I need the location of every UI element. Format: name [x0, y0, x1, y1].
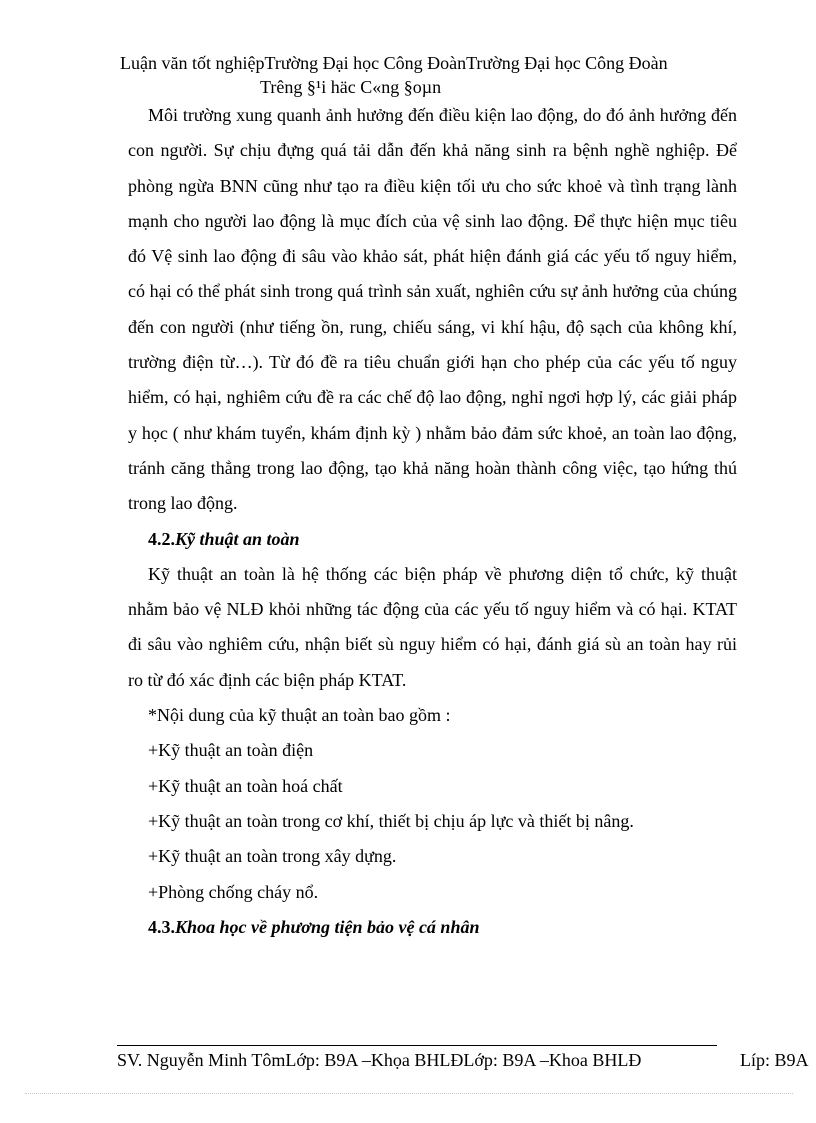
list-item: +Kỹ thuật an toàn trong xây dựng. [148, 846, 397, 867]
section-title: Kỹ thuật an toàn [175, 528, 300, 549]
page-break-line [25, 1093, 793, 1094]
section-number: 4.3. [148, 916, 175, 937]
footer-student: SV. Nguyễn Minh TômLớp: B9A –Khọa BHLĐLớp: B9A –Khoa BHLĐ [117, 1050, 642, 1070]
section-heading-4-3 [128, 910, 737, 945]
footer-rule [117, 1045, 717, 1046]
paragraph-occupational-hygiene: Môi trường xung quanh ảnh hưởng đến điều kiện lao động, do đó ảnh hưởng đến con người. Sự chịu đựng quá tải dẫn đến khả năng sinh ra bệnh nghề nghiệp. Để phòng ngừa BNN cũng như tạo ra điều kiện tối ưu cho sức khoẻ và tình trạng lành mạnh cho người lao động là mục đích của vệ sinh lao động. Để thực hiện mục tiêu đó Vệ sinh lao động đi sâu vào khảo sát, phát hiện đánh giá các yếu tố nguy hiểm, có hại có thể phát sinh trong quá trình sản xuất, nghiên cứu sự ảnh hưởng của chúng đến con người (như tiếng ồn, rung, chiếu sáng, vi khí hậu, độ sạch của không khí, trường điện từ…). Từ đó đề ra tiêu chuẩn giới hạn cho phép của các yếu tố nguy hiểm, có hại, nghiêm cứu đề ra các chế độ lao động, nghỉ ngơi hợp lý, các giải pháp y học ( như khám tuyển, khám định kỳ ) nhằm bảo đảm sức khoẻ, an toàn lao động, tránh căng thẳng trong lao động, tạo khả năng hoàn thành công việc, tạo hứng thú trong lao động. [128, 105, 737, 514]
list-item: +Kỹ thuật an toàn trong cơ khí, thiết bị chịu áp lực và thiết bị nâng. [148, 810, 634, 831]
running-header: Luận văn tốt nghiệpTrường Đại học Công ĐoànTrường Đại học Công Đoàn [120, 53, 668, 73]
section-number: 4.2. [148, 528, 175, 549]
running-header-legacy: Trêng §¹i häc C«ng §oµn [260, 77, 442, 97]
list-intro: *Nội dung của kỹ thuật an toàn bao gồm : [148, 705, 451, 726]
section-title: Khoa học về phương tiện bảo vệ cá nhân [175, 916, 480, 937]
footer-class: Líp: B9A [740, 1050, 809, 1070]
list-item: +Kỹ thuật an toàn điện [148, 740, 314, 761]
paragraph-safety-technique: Kỹ thuật an toàn là hệ thống các biện pháp về phương diện tổ chức, kỹ thuật nhằm bảo vệ NLĐ khỏi những tác động của các yếu tố nguy hiểm và có hại. KTAT đi sâu vào nghiêm cứu, nhận biết sù nguy hiểm có hại, đánh giá sù an toàn hay rủi ro từ đó xác định các biện pháp KTAT. [128, 563, 737, 690]
list-item: +Kỹ thuật an toàn hoá chất [148, 775, 343, 796]
section-heading-4-2 [128, 522, 737, 557]
list-item: +Phòng chống cháy nổ. [148, 881, 319, 902]
page-body [128, 98, 737, 945]
